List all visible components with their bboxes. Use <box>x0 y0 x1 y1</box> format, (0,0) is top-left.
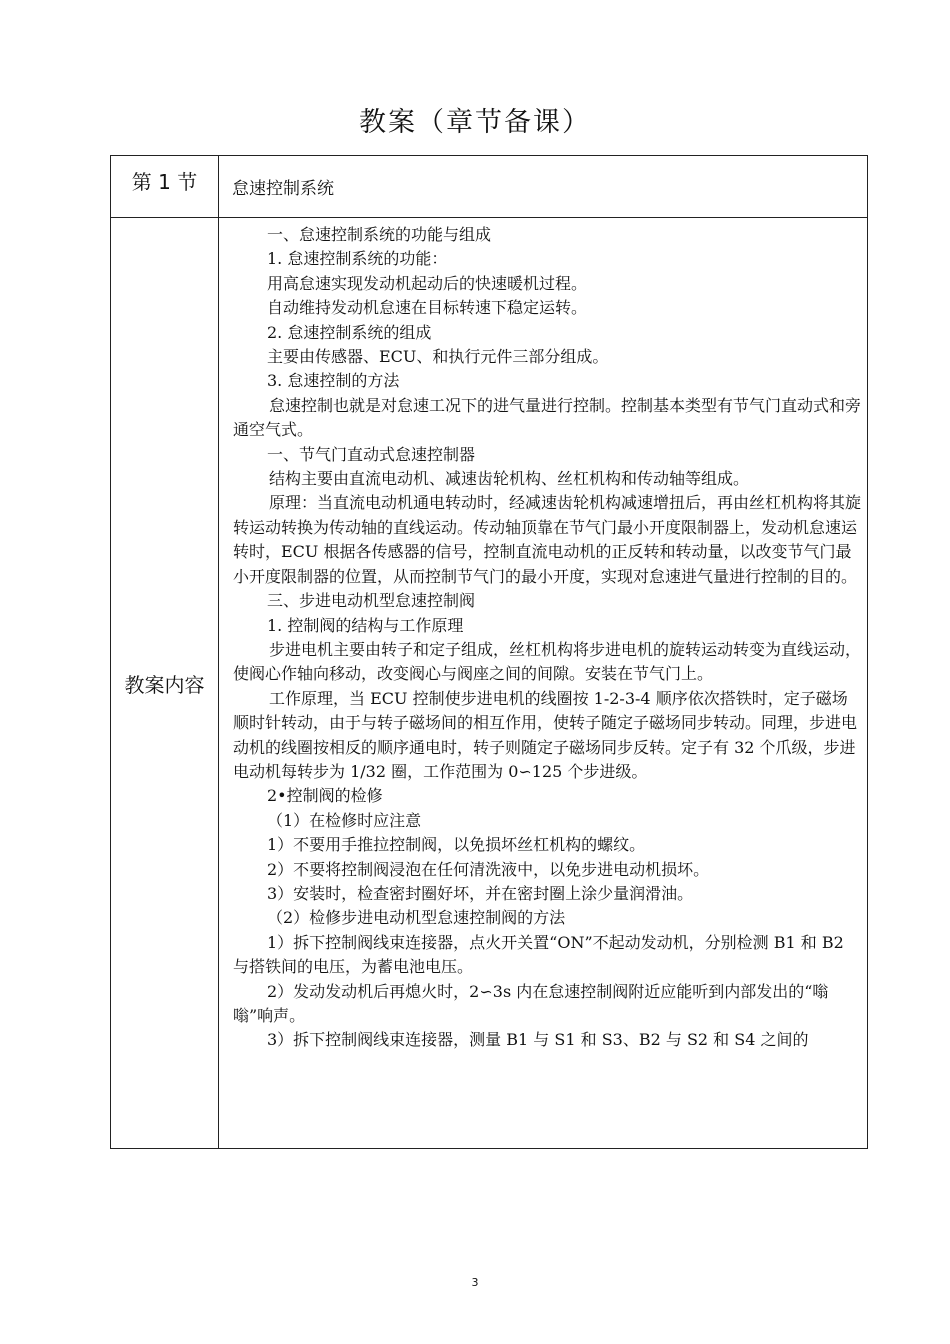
paragraph: （2）检修步进电动机型怠速控制阀的方法 <box>267 908 566 928</box>
paragraph: （1）在检修时应注意 <box>267 810 422 830</box>
paragraph: 3）安装时，检查密封圈好坏，并在密封圈上涂少量润滑油。 <box>267 883 694 903</box>
page-number: 3 <box>471 1276 479 1289</box>
paragraph: 原理：当直流电动机通电转动时，经减速齿轮机构减速增扭后，再由丝杠机构将其旋转运动转换为传动轴的直线运动。传动轴顶靠在节气门最小开度限制器上，发动机怠速运转时，ECU 根据各传感器的信号，控制直流电动机的正反转和转动量，以改变节气门最小开度限制器的位置，从而控制节气门的最小开度，实现对怠速进气量进行控制的目的。 <box>233 493 862 586</box>
paragraph: 1）拆下控制阀线束连接器，点火开关置“ON”不起动发动机，分别检测 B1 和 B2 与搭铁间的电压，为蓄电池电压。 <box>233 932 844 977</box>
paragraph: 三、步进电动机型怠速控制阀 <box>267 591 476 611</box>
section-label: 第 1 节 <box>111 156 219 218</box>
paragraph: 步进电机主要由转子和定子组成，丝杠机构将步进电机的旋转运动转变为直线运动，使阀心作轴向移动，改变阀心与阀座之间的间隙。安装在节气门上。 <box>233 639 862 684</box>
content-label: 教案内容 <box>111 218 219 1149</box>
paragraph: 1）不要用手推拉控制阀，以免损坏丝杠机构的螺纹。 <box>267 835 646 855</box>
paragraph: 一、怠速控制系统的功能与组成 <box>267 225 492 244</box>
paragraph: 怠速控制也就是对怠速工况下的进气量进行控制。控制基本类型有节气门直动式和旁通空气式。 <box>233 395 862 440</box>
paragraph: 工作原理，当 ECU 控制使步进电机的线圈按 1-2-3-4 顺序依次搭铁时，定子磁场顺时针转动，由于与转子磁场间的相互作用，使转子随定子磁场同步转动。同理，步进电动机的线圈按相反的顺序通电时，转子则随定子磁场同步反转。定子有 32 个爪级，步进电动机每转步为 1/32 圈，工作范围为 0∽125 个步进级。 <box>233 688 858 781</box>
paragraph: 2）发动发动机后再熄火时，2∽3s 内在怠速控制阀附近应能听到内部发出的“嗡嗡”响声。 <box>233 981 829 1025</box>
lesson-plan-table <box>110 155 868 1149</box>
paragraph: 自动维持发动机怠速在目标转速下稳定运转。 <box>267 298 588 318</box>
paragraph: 2）不要将控制阀浸泡在任何清洗液中，以免步进电动机损坏。 <box>267 859 710 879</box>
paragraph: 一、节气门直动式怠速控制器 <box>267 444 476 464</box>
section-row <box>111 156 868 218</box>
content-row <box>111 218 868 1149</box>
paragraph: 用高怠速实现发动机起动后的快速暖机过程。 <box>267 273 588 293</box>
document-title: 教案（章节备课） <box>359 107 591 138</box>
paragraph: 2•控制阀的检修 <box>267 786 383 806</box>
paragraph: 3. 怠速控制的方法 <box>267 371 400 391</box>
lesson-content <box>219 218 868 1149</box>
paragraph: 结构主要由直流电动机、减速齿轮机构、丝杠机构和传动轴等组成。 <box>269 469 750 489</box>
paragraph: 1. 怠速控制系统的功能： <box>267 249 448 269</box>
paragraph: 主要由传感器、ECU、和执行元件三部分组成。 <box>267 347 609 367</box>
section-name: 怠速控制系统 <box>219 156 868 218</box>
paragraph: 2. 怠速控制系统的组成 <box>267 322 432 342</box>
paragraph: 1. 控制阀的结构与工作原理 <box>267 615 464 635</box>
paragraph: 3）拆下控制阀线束连接器，测量 B1 与 S1 和 S3、B2 与 S2 和 S4 之间的 <box>267 1030 809 1050</box>
